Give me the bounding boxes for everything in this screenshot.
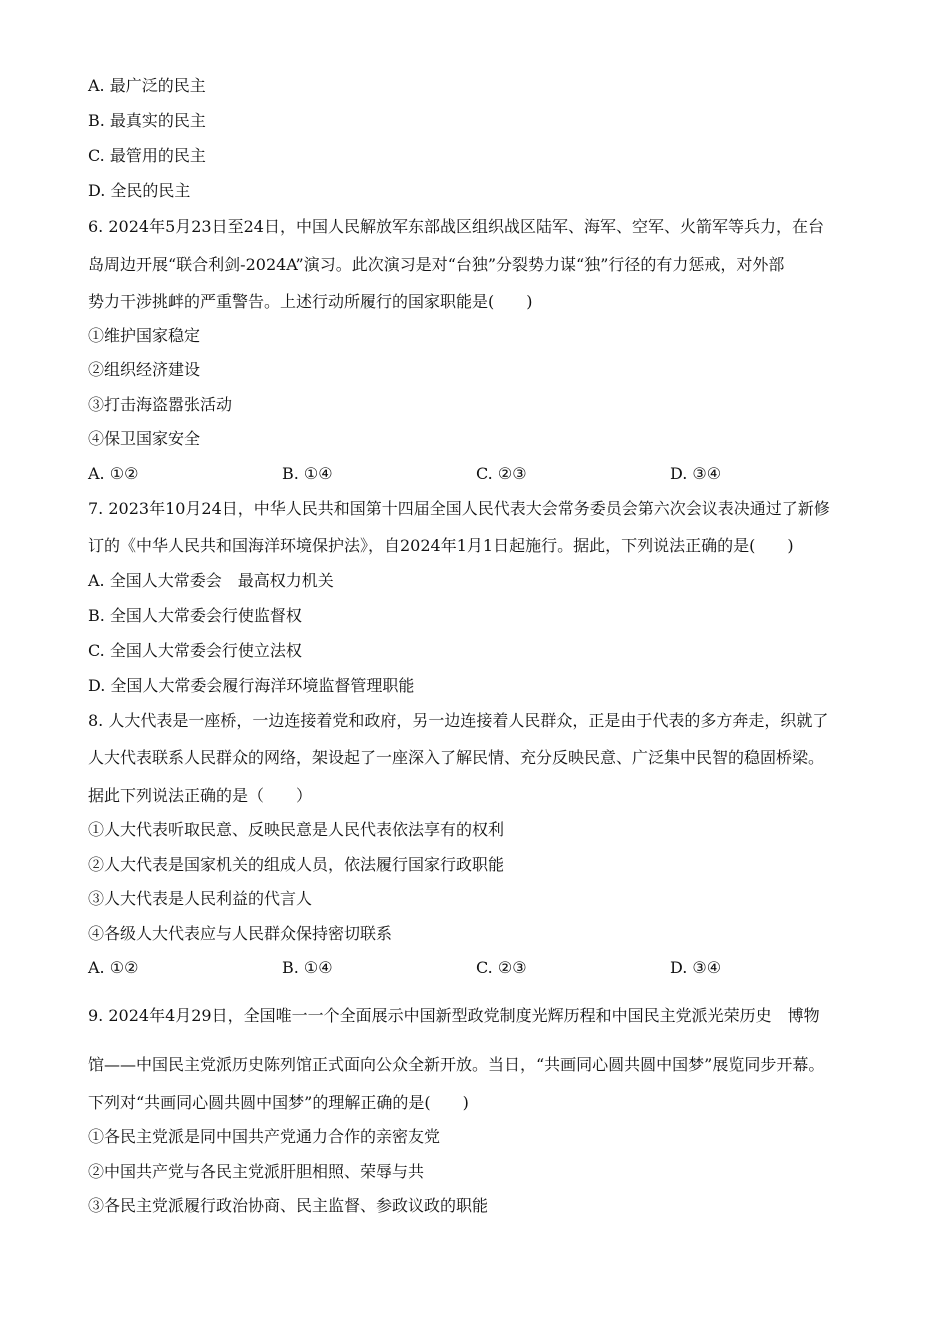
q7-option-c: C. 全国人大常委会行使立法权 (88, 641, 302, 660)
q9-stem-line-2: 馆——中国民主党派历史陈列馆正式面向公众全新开放。当日，“共画同心圆共圆中国梦”展览同步开幕。 (88, 1055, 825, 1074)
q6-choice-b: B. ①④ (282, 464, 333, 483)
q9-item-3: ③各民主党派履行政治协商、民主监督、参政议政的职能 (88, 1196, 489, 1215)
q8-item-1: ①人大代表听取民意、反映民意是人民代表依法享有的权利 (88, 820, 505, 839)
q5-option-d: D. 全民的民主 (88, 181, 191, 200)
q8-choices (88, 958, 868, 978)
q6-item-2: ②组织经济建设 (88, 360, 201, 379)
q9-item-2: ②中国共产党与各民主党派肝胆相照、荣辱与共 (88, 1162, 425, 1181)
q7-option-a: A. 全国人大常委会 最高权力机关 (88, 571, 334, 590)
q6-choice-d: D. ③④ (670, 464, 722, 483)
q5-option-c: C. 最管用的民主 (88, 146, 206, 165)
q8-item-3: ③人大代表是人民利益的代言人 (88, 889, 313, 908)
q9-stem-line-1: 9. 2024年4月29日，全国唯一一个全面展示中国新型政党制度光辉历程和中国民主党派光荣历史 博物 (88, 1006, 820, 1025)
q7-stem-line-2: 订的《中华人民共和国海洋环境保护法》，自2024年1月1日起施行。据此，下列说法正确的是( ) (88, 536, 794, 555)
q8-item-2: ②人大代表是国家机关的组成人员，依法履行国家行政职能 (88, 855, 505, 874)
q8-choice-d: D. ③④ (670, 958, 722, 977)
q8-item-4: ④各级人大代表应与人民群众保持密切联系 (88, 924, 393, 943)
q8-stem-line-1: 8. 人大代表是一座桥，一边连接着党和政府，另一边连接着人民群众，正是由于代表的多方奔走，织就了 (88, 711, 829, 730)
q9-item-1: ①各民主党派是同中国共产党通力合作的亲密友党 (88, 1127, 441, 1146)
q5-option-a: A. 最广泛的民主 (88, 76, 206, 95)
q5-option-b: B. 最真实的民主 (88, 111, 206, 130)
q9-stem-line-3: 下列对“共画同心圆共圆中国梦”的理解正确的是( ) (88, 1093, 469, 1112)
q6-choice-c: C. ②③ (476, 464, 527, 483)
q6-choice-a: A. ①② (88, 464, 139, 483)
q8-choice-b: B. ①④ (282, 958, 333, 977)
q6-item-1: ①维护国家稳定 (88, 326, 201, 345)
q6-stem-line-2: 岛周边开展“联合利剑-2024A”演习。此次演习是对“台独”分裂势力谋“独”行径的有力惩戒，对外部 (88, 255, 785, 274)
q6-choices (88, 464, 868, 484)
q6-stem-line-3: 势力干涉挑衅的严重警告。上述行动所履行的国家职能是( ) (88, 292, 533, 311)
q8-choice-c: C. ②③ (476, 958, 527, 977)
q6-item-4: ④保卫国家安全 (88, 429, 201, 448)
q6-item-3: ③打击海盗嚣张活动 (88, 395, 233, 414)
q7-stem-line-1: 7. 2023年10月24日，中华人民共和国第十四届全国人民代表大会常务委员会第六次会议表决通过了新修 (88, 499, 830, 518)
q7-option-d: D. 全国人大常委会履行海洋环境监督管理职能 (88, 676, 415, 695)
q6-stem-line-1: 6. 2024年5月23日至24日，中国人民解放军东部战区组织战区陆军、海军、空军、火箭军等兵力，在台 (88, 217, 824, 236)
q8-choice-a: A. ①② (88, 958, 139, 977)
q8-stem-line-2: 人大代表联系人民群众的网络，架设起了一座深入了解民情、充分反映民意、广泛集中民智的稳固桥梁。 (88, 748, 825, 767)
q7-option-b: B. 全国人大常委会行使监督权 (88, 606, 302, 625)
q8-stem-line-3: 据此下列说法正确的是（ ） (88, 786, 313, 805)
